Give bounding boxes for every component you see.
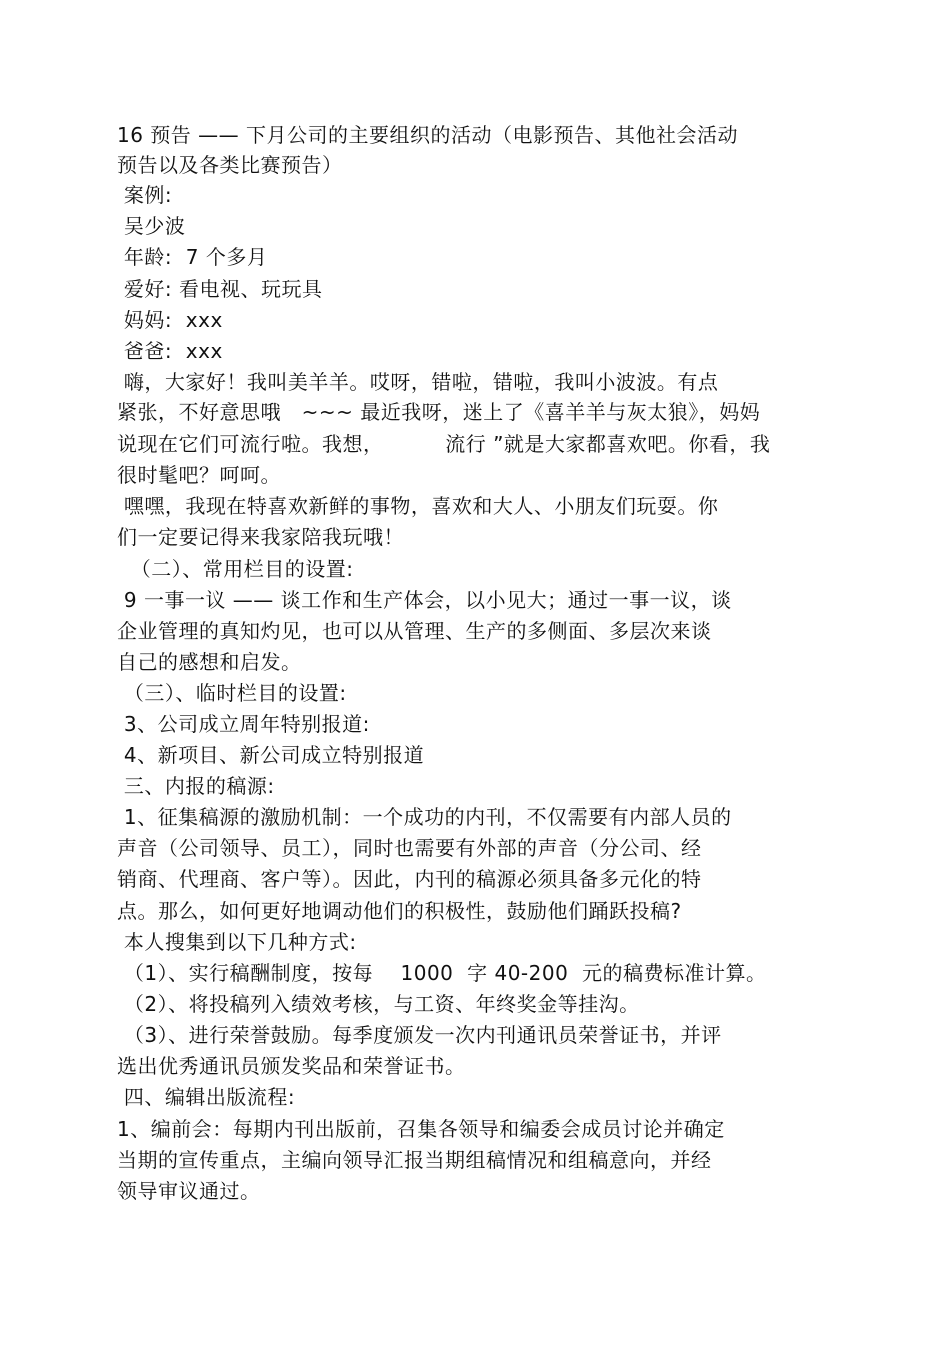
text-line: 3、公司成立周年特别报道: [117,712,370,736]
text-line: 自己的感想和启发。 [117,650,302,674]
text-line: 本人搜集到以下几种方式: [117,930,357,954]
text-line: （3）、进行荣誉鼓励。每季度颁发一次内刊通讯员荣誉证书，并评 [117,1023,722,1047]
text-line: 嗨，大家好！我叫美羊羊。哎呀，错啦，错啦，我叫小波波。有点 [117,370,719,394]
text-line: 声音（公司领导、员工），同时也需要有外部的声音（分公司、经 [117,836,702,860]
text-line: 说现在它们可流行啦。我想， 流行 ”就是大家都喜欢吧。你看，我 [117,432,771,456]
text-line: 三、内报的稿源: [117,774,275,798]
text-line: 妈妈: xxx [117,308,223,332]
text-line: 企业管理的真知灼见，也可以从管理、生产的多侧面、多层次来谈 [117,619,712,643]
text-line: 们一定要记得来我家陪我玩哦！ [117,525,404,549]
text-line: 吴少波 [117,214,186,238]
text-line: 1、编前会：每期内刊出版前，召集各领导和编委会成员讨论并确定 [117,1117,725,1141]
text-line: 嘿嘿，我现在特喜欢新鲜的事物，喜欢和大人、小朋友们玩耍。你 [117,494,719,518]
text-line: 领导审议通过。 [117,1179,261,1203]
text-line: 4、新项目、新公司成立特别报道 [117,743,425,767]
text-line: 销商、代理商、客户等）。因此，内刊的稿源必须具备多元化的特 [117,867,702,891]
text-line: 当期的宣传重点，主编向领导汇报当期组稿情况和组稿意向，并经 [117,1148,712,1172]
text-line: 选出优秀通讯员颁发奖品和荣誉证书。 [117,1054,466,1078]
text-line: 点。那么，如何更好地调动他们的积极性，鼓励他们踊跃投稿? [117,899,682,923]
text-line: 16 预告 —— 下月公司的主要组织的活动（电影预告、其他社会活动 [117,123,739,147]
text-line: （二）、常用栏目的设置: [117,557,354,581]
text-line: （2）、将投稿列入绩效考核，与工资、年终奖金等挂沟。 [117,992,640,1016]
text-line: 很时髦吧？呵呵。 [117,463,281,487]
text-line: 年龄: 7 个多月 [117,245,268,269]
text-line: 9 一事一议 —— 谈工作和生产体会，以小见大；通过一事一议，谈 [117,588,732,612]
text-line: （1）、实行稿酬制度，按每 1000 字 40-200 元的稿费标准计算。 [117,961,767,985]
text-line: 爸爸: xxx [117,339,223,363]
text-line: 四、编辑出版流程: [117,1085,296,1109]
text-line: 1、征集稿源的激励机制：一个成功的内刊，不仅需要有内部人员的 [117,805,732,829]
text-line: 爱好: 看电视、玩玩具 [117,277,323,301]
text-line: 预告以及各类比赛预告） [117,153,343,177]
text-line: 紧张，不好意思哦 ~~~ 最近我呀，迷上了《喜羊羊与灰太狼》，妈妈 [117,400,761,424]
text-line: 案例: [117,183,173,207]
text-line: （三）、临时栏目的设置: [117,681,347,705]
